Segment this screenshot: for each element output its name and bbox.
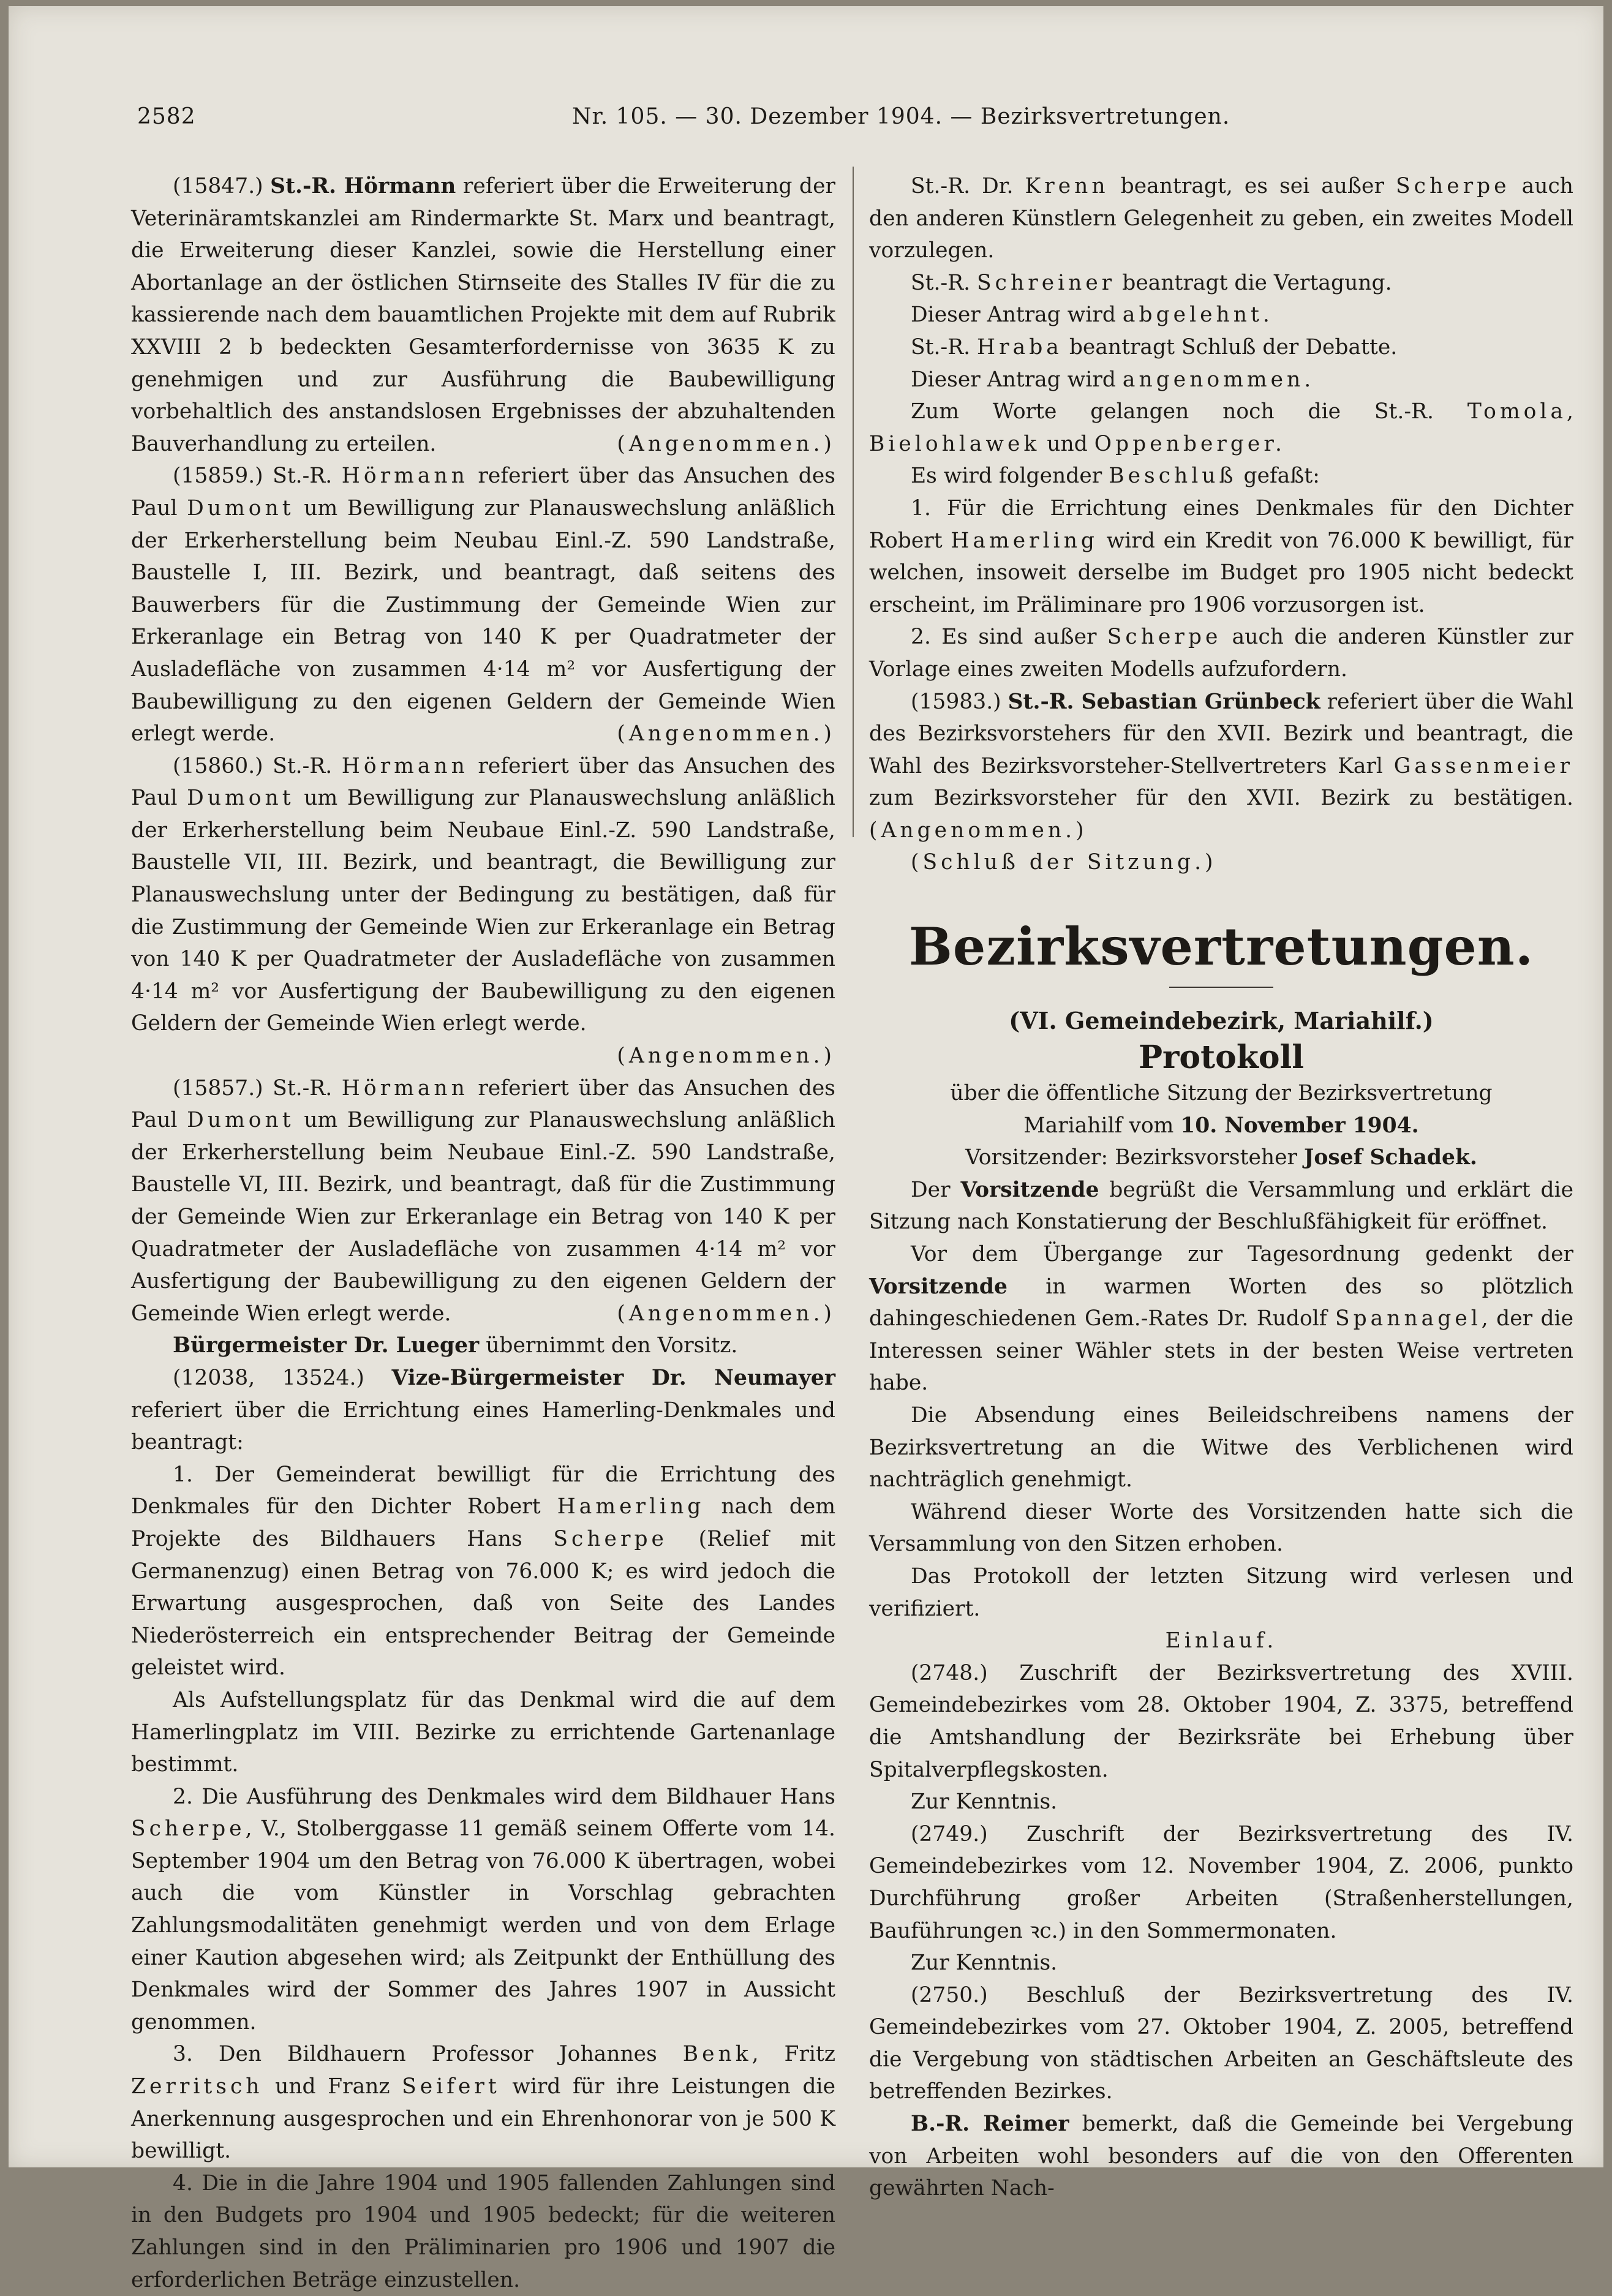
item-12038: (12038, 13524.) Vize-Bürgermeister Dr. Neumayer referiert über die Errichtung eines Hamerling-Denkmales und beantragt: — [131, 1365, 836, 1455]
column-divider — [853, 167, 854, 837]
opening: Der Vorsitzende begrüßt die Versammlung und erklärt die Sitzung nach Konstatierung der Beschlußfähigkeit für eröffnet. — [869, 1177, 1574, 1235]
motion-4: 4. Die in die Jahre 1904 und 1905 fallenden Zahlungen sind in den Budgets pro 1904 und 1905 bedeckt; für die weiteren Zahlungen sind in den Präliminarien pro 1906 und 1907 die erforderlichen Beträge einzustellen. — [131, 2170, 835, 2292]
chair-change: Bürgermeister Dr. Lueger übernimmt den Vorsitz. — [173, 1333, 738, 1358]
vote-rejected: Dieser Antrag wird abgelehnt. — [911, 303, 1273, 328]
item-2749-result: Zur Kenntnis. — [911, 1951, 1058, 1976]
newspaper-page — [9, 6, 1603, 2292]
district-heading: (VI. Gemeindebezirk, Mariahilf.) — [1009, 1007, 1434, 1035]
page-number: 2582 — [137, 104, 196, 129]
protocol-heading: Protokoll — [1138, 1039, 1305, 1077]
result: (Angenommen.) — [617, 1301, 835, 1326]
protocol-subtitle-1: über die öffentliche Sitzung der Bezirksvertretung — [950, 1081, 1493, 1106]
result: (Angenommen.) — [617, 431, 835, 456]
item-2750: (2750.) Beschluß der Bezirksvertretung des IV. Gemeindebezirkes vom 27. Oktober 1904, Z. 2005, betreffend die Vergebung von städtischen Arbeiten an Geschäftsleute des betreffenden Bezirkes. — [869, 1982, 1573, 2104]
result: (Angenommen.) — [869, 818, 1088, 843]
motion-2: 2. Die Ausführung des Denkmales wird dem Bildhauer Hans Scherpe, V., Stolberggasse 11 gemäß seinem Offerte vom 14. September 1904 um den Betrag von 76.000 K übertragen, wobei auch die vom Künstler in Vorschlag gebrachten Zahlungsmodalitäten genehmigt werden und von dem Erlage einer Kaution abgesehen wird; als Zeitpunkt der Enthüllung des Denkmales wird der Sommer des Jahres 1907 in Aussicht genommen. — [131, 1784, 835, 2034]
assembly-rose: Während dieser Worte des Vorsitzenden hatte sich die Versammlung von den Sitzen erhoben. — [869, 1499, 1573, 1557]
protocol-subtitle-2: Mariahilf vom 10. November 1904. — [1023, 1113, 1419, 1138]
section-title: Bezirksvertretungen. — [908, 916, 1534, 977]
item-15860: (15860.) St.-R. Hörmann referiert über das Ansuchen des Paul Dumont um Bewilligung zur Planauswechslung anläßlich der Erkerherstellung beim Neubaue Einl.-Z. 590 Landstraße, Baustelle VII, III. Bezirk, und beantragt, die Bewilligung zur Planauswechslung unter der Bedingung zu bestätigen, daß für die Zustimmung der Gemeinde Wien zur Erkeranlage ein Betrag von 140 K per Quadratmeter der Ausladefläche von zusammen 4·14 m² vor Ausfertigung der Baubewilligung zu den eigenen Geldern der Gemeinde Wien erlegt werde. (Angenommen.) — [131, 750, 835, 1072]
vote-accepted: Dieser Antrag wird angenommen. — [911, 367, 1315, 392]
minutes-verified: Das Protokoll der letzten Sitzung wird verlesen und verifiziert. — [869, 1564, 1573, 1621]
obituary: Vor dem Übergange zur Tagesordnung gedenkt der Vorsitzende in warmen Worten des so plötzlich dahingeschiedenen Gem.-Rates Dr. Rudolf Spannagel, der die Interessen seiner Wähler stets in der besten Weise vertreten habe. — [869, 1242, 1573, 1396]
item-15847: (15847.) St.-R. Hörmann referiert über die Erweiterung der Veterinäramtskanzlei am Rindermarkte St. Marx und beantragt, die Erweiterung dieser Kanzlei, sowie die Herstellung einer Abortanlage an der östlichen Stirnseite des Stalles IV für die zu kassierende nach dem bauamtlichen Projekte mit dem auf Rubrik XXVIII 2 b bedeckten Gesamterfordernisse von 3635 K zu genehmigen und zur Ausführung die Baubewilligung vorbehaltlich des anstandslosen Ergebnisses der abzuhaltenden Bauverhandlung zu erteilen. (Angenommen.) — [131, 170, 835, 460]
speaker: St.-R. Hörmann — [270, 174, 456, 198]
resolution-1: 1. Für die Errichtung eines Denkmales für den Dichter Robert Hamerling wird ein Kredit von 76.000 K bewilligt, für welchen, insoweit derselbe im Budget pro 1905 nicht bedeckt erscheint, im Präliminare pro 1906 vorzusorgen ist. — [869, 495, 1573, 617]
reimer-remark: B.-R. Reimer bemerkt, daß die Gemeinde bei Vergebung von Arbeiten wohl besonders auf die von den Offerenten gewährten Nach- — [869, 2112, 1574, 2201]
motion-hraba: St.-R. Hraba beantragt Schluß der Debatte. — [911, 334, 1398, 359]
item-15857: (15857.) St.-R. Hörmann referiert über das Ansuchen des Paul Dumont um Bewilligung zur Planauswechslung anläßlich der Erkerherstellung beim Neubaue Einl.-Z. 590 Landstraße, Baustelle VI, III. Bezirk, und beantragt, daß für die Zustimmung der Gemeinde Wien zur Erkeranlage ein Betrag von 140 K per Quadratmeter der Ausladefläche von zusammen 4·14 m² vor Ausfertigung der Baubewilligung zu den eigenen Geldern der Gemeinde Wien erlegt werde. (Angenommen.) — [131, 1072, 835, 1330]
speaker: Vize-Bürgermeister Dr. Neumayer — [391, 1365, 836, 1390]
item-2748-result: Zur Kenntnis. — [911, 1790, 1058, 1815]
motion-location: Als Aufstellungsplatz für das Denkmal wird die auf dem Hamerlingplatz im VIII. Bezirke zu errichtende Gartenanlage bestimmt. — [131, 1687, 835, 1777]
motion-schreiner: St.-R. Schreiner beantragt die Vertagung. — [911, 270, 1392, 295]
result: (Angenommen.) — [617, 1044, 835, 1069]
resolution-intro: Es wird folgender Beschluß gefaßt: — [911, 464, 1320, 489]
item-2749: (2749.) Zuschrift der Bezirksvertretung des IV. Gemeindebezirkes vom 12. November 1904, Z. 2006, punkto Durchführung großer Arbeiten (Straßenherstellungen, Bauführungen ꝛc.) in den Sommermonaten. — [869, 1821, 1573, 1943]
speaker: B.-R. Reimer — [911, 2112, 1069, 2137]
einlauf-heading: Einlauf. — [1165, 1628, 1278, 1654]
session-date: 10. November 1904. — [1180, 1113, 1419, 1138]
speaker: St.-R. Sebastian Grünbeck — [1008, 689, 1320, 714]
title-rule — [1169, 987, 1273, 988]
session-end: (Schluß der Sitzung.) — [911, 850, 1217, 875]
right-column — [869, 170, 1573, 2205]
speaker: Bürgermeister Dr. Lueger — [173, 1333, 480, 1358]
running-title: Nr. 105. — 30. Dezember 1904. — Bezirksvertretungen. — [572, 104, 1230, 129]
item-15859: (15859.) St.-R. Hörmann referiert über das Ansuchen des Paul Dumont um Bewilligung zur Planauswechslung anläßlich der Erkerherstellung beim Neubau Einl.-Z. 590 Landstraße, Baustelle I, III. Bezirk, und beantragt, daß seitens des Bauwerbers für die Zustimmung der Gemeinde Wien zur Erkeranlage ein Betrag von 140 K per Quadratmeter der Ausladefläche von zusammen 4·14 m² vor Ausfertigung der Baubewilligung zu den eigenen Geldern der Gemeinde Wien erlegt werde. (Angenommen.) — [131, 460, 835, 750]
motion-3: 3. Den Bildhauern Professor Johannes Benk, Fritz Zerritsch und Franz Seifert wird für ihre Leistungen die Anerkennung ausgesprochen und ein Ehrenhonorar von je 500 K bewilligt. — [131, 2042, 836, 2164]
left-column — [131, 170, 835, 2296]
speakers-list: Zum Worte gelangen noch die St.-R. Tomola, Bielohlawek und Oppenberger. — [869, 399, 1574, 456]
resolution-2: 2. Es sind außer Scherpe auch die anderen Künstler zur Vorlage eines zweiten Modells aufzufordern. — [869, 625, 1573, 682]
chairman-line: Vorsitzender: Bezirksvorsteher Josef Schadek. — [965, 1145, 1477, 1170]
item-2748: (2748.) Zuschrift der Bezirksvertretung des XVIII. Gemeindebezirkes vom 28. Oktober 1904, Z. 3375, betreffend die Amtshandlung der Bezirksräte bei Erhebung über Spitalverpflegskosten. — [869, 1660, 1573, 1782]
motion-1: 1. Der Gemeinderat bewilligt für die Errichtung des Denkmales für den Dichter Robert Hamerling nach dem Projekte des Bildhauers Hans Scherpe (Relief mit Germanenzug) einen Betrag von 76.000 K; es wird jedoch die Erwartung ausgesprochen, daß von Seite des Landes Niederösterreich ein entsprechender Beitrag der Gemeinde geleistet wird. — [131, 1462, 836, 1681]
item-15983: (15983.) St.-R. Sebastian Grünbeck referiert über die Wahl des Bezirksvorstehers für den XVII. Bezirk und beantragt, die Wahl des Bezirksvorsteher-Stellvertreters Karl Gassenmeier zum Bezirksvorsteher für den XVII. Bezirk zu bestätigen. (Angenommen.) — [869, 689, 1574, 843]
motion-krenn: St.-R. Dr. Krenn beantragt, es sei außer Scherpe auch den anderen Künstlern Gelegenheit zu geben, ein zweites Modell vorzulegen. — [869, 174, 1573, 263]
result: (Angenommen.) — [617, 721, 835, 747]
condolence: Die Absendung eines Beileidschreibens namens der Bezirksvertretung an die Witwe des Verblichenen wird nachträglich genehmigt. — [869, 1403, 1573, 1492]
